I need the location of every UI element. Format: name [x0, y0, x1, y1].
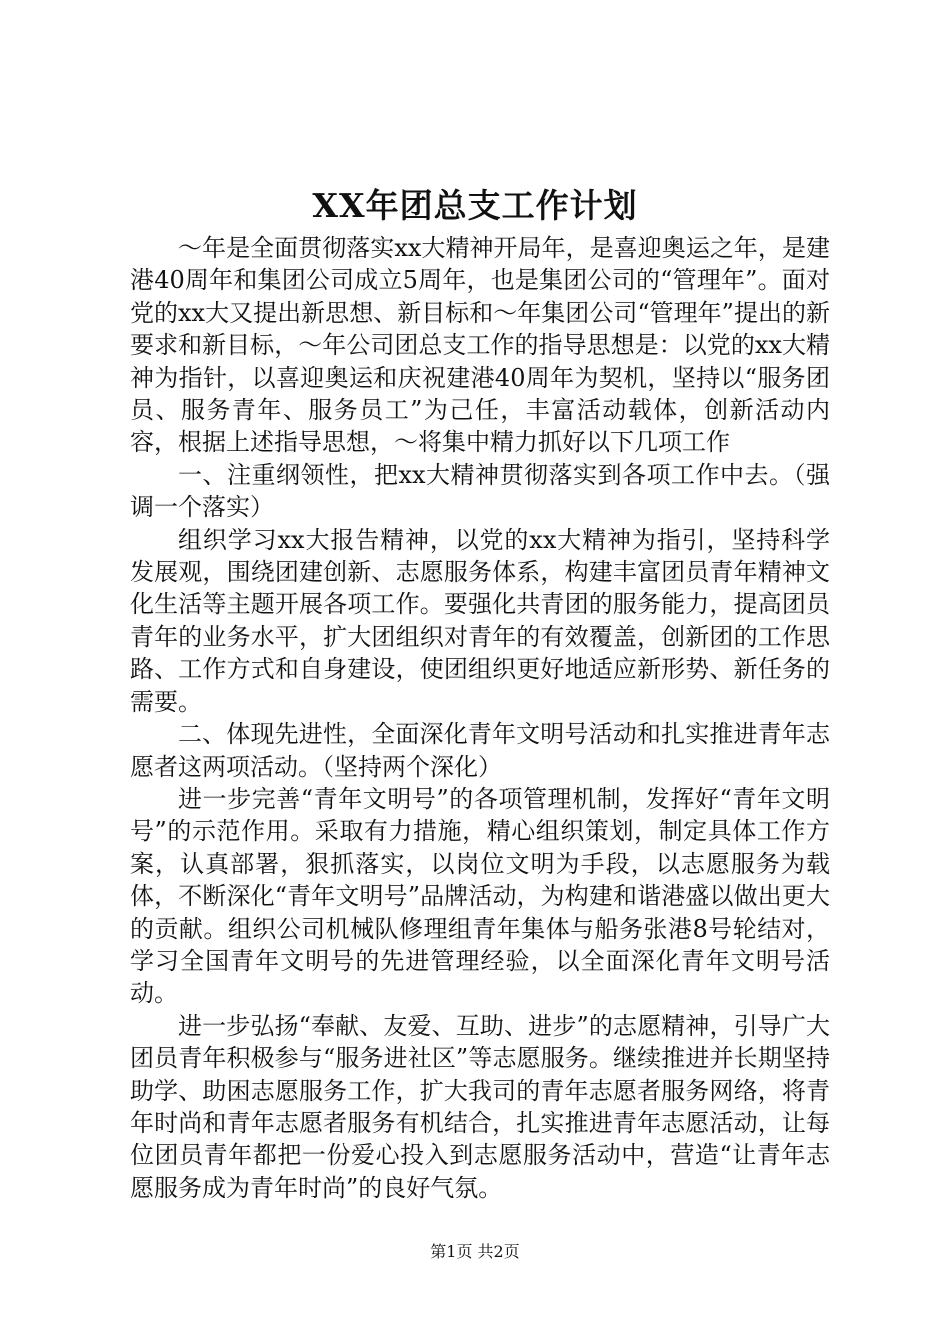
section-two-heading: 二、体现先进性，全面深化青年文明号活动和扎实推进青年志愿者这两项活动。（坚持两个深化）	[130, 720, 830, 781]
section-two-paragraph-1: 进一步完善“青年文明号”的各项管理机制，发挥好“青年文明号”的示范作用。采取有力措施，精心组织策划，制定具体工作方案，认真部署，狠抓落实，以岗位文明为手段，以志愿服务为载体，不断深化“青年文明号”品牌活动，为构建和谐港盛以做出更大的贡献。组织公司机械队修理组青年集体与船务张港8号轮结对，学习全国青年文明号的先进管理经验，以全面深化青年文明号活动。	[130, 784, 830, 1008]
document-body	[130, 232, 830, 1204]
page-footer: 第1页 共2页	[430, 1242, 520, 1261]
section-two-paragraph-2: 进一步弘扬“奉献、友爱、互助、进步”的志愿精神，引导广大团员青年积极参与“服务进社区”等志愿服务。继续推进并长期坚持助学、助困志愿服务工作，扩大我司的青年志愿者服务网络，将青年时尚和青年志愿者服务有机结合，扎实推进青年志愿活动，让每位团员青年都把一份爱心投入到志愿服务活动中，营造“让青年志愿服务成为青年时尚”的良好气氛。	[130, 1011, 830, 1202]
document-title: XX年团总支工作计划	[312, 186, 638, 225]
section-one-paragraph: 组织学习xx大报告精神，以党的xx大精神为指引，坚持科学发展观，围绕团建创新、志愿服务体系，构建丰富团员青年精神文化生活等主题开展各项工作。要强化共青团的服务能力，提高团员青年的业务水平，扩大团组织对青年的有效覆盖，创新团的工作思路、工作方式和自身建设，使团组织更好地适应新形势、新任务的需要。	[130, 525, 830, 716]
intro-paragraph: ～年是全面贯彻落实xx大精神开局年，是喜迎奥运之年，是建港40周年和集团公司成立5周年，也是集团公司的“管理年”。面对党的xx大又提出新思想、新目标和～年集团公司“管理年”提出的新要求和新目标，～年公司团总支工作的指导思想是：以党的xx大精神为指针，以喜迎奥运和庆祝建港40周年为契机，坚持以“服务团员、服务青年、服务员工”为己任，丰富活动载体，创新活动内容，根据上述指导思想，～将集中精力抓好以下几项工作	[130, 234, 830, 457]
section-one-heading: 一、注重纲领性，把xx大精神贯彻落实到各项工作中去。（强调一个落实）	[130, 460, 830, 522]
